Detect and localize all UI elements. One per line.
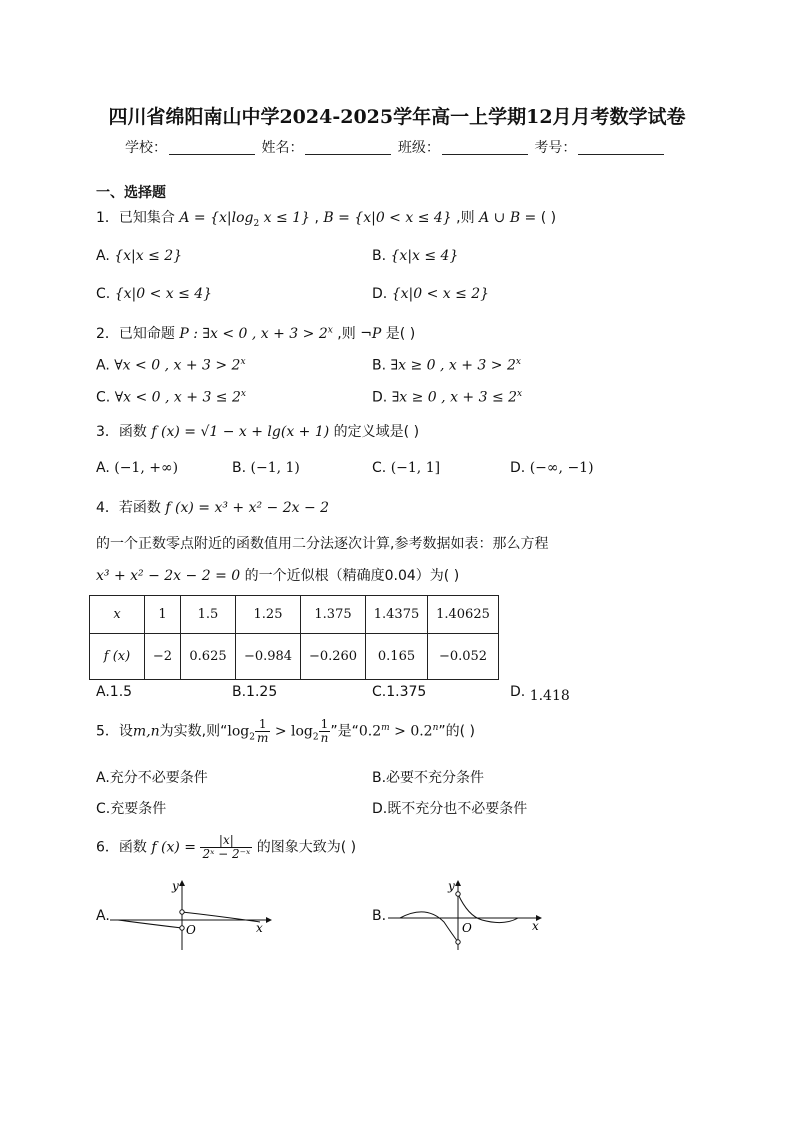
question-2: [96, 323, 415, 343]
table-cell: f (x): [90, 634, 145, 680]
q4-option-d[interactable]: [510, 684, 570, 704]
q2-stem: 2．已知命题: [96, 326, 180, 342]
q3-option-c[interactable]: [372, 460, 440, 476]
q4-option-b[interactable]: B.1.25: [232, 684, 278, 700]
q2-option-b-exp: x: [515, 357, 521, 367]
q1-option-d-label: D.: [372, 286, 392, 302]
q5-frac-den: m: [256, 731, 269, 745]
table-cell: −0.260: [301, 634, 366, 680]
q4-option-d-label: D.: [510, 684, 530, 700]
open-point-icon: [456, 940, 460, 944]
q5-gt: >: [270, 723, 292, 740]
origin-label: O: [462, 921, 472, 935]
q1-stem-c: = ( ): [520, 210, 557, 226]
q6-graph-a: [108, 876, 274, 952]
q3-stem-b: 的定义域是( ): [329, 424, 420, 440]
class-label: 班级：: [397, 140, 440, 156]
x-label: x: [256, 921, 263, 935]
curve-left: [118, 920, 182, 928]
class-blank: [442, 140, 528, 155]
q2-exp: x: [327, 325, 333, 336]
q5-log-2: log: [291, 723, 313, 740]
bisection-table: [89, 595, 499, 680]
q1-option-b-label: B.: [372, 248, 391, 264]
q4-option-d-math: 1.418: [529, 688, 570, 704]
q1-set-a-rest: x ≤ 1}: [259, 210, 311, 226]
q2-stem-b: ,则: [332, 326, 361, 342]
name-label: 姓名：: [261, 140, 304, 156]
q1-option-a-math: {x|x ≤ 2}: [114, 248, 183, 264]
school-label: 学校：: [125, 140, 167, 156]
question-3: [96, 421, 419, 441]
q5-log-base-1: 2: [249, 732, 255, 743]
table-cell: 0.625: [181, 634, 236, 680]
curve-left: [400, 912, 458, 942]
q5-exp-n: n: [432, 722, 439, 733]
table-cell: −2: [145, 634, 181, 680]
q5-fraction-n: [319, 718, 331, 745]
q6-frac-den: 2ˣ − 2⁻ˣ: [202, 847, 251, 861]
q2-option-d-math: ∃x ≥ 0 , x + 3 ≤ 2: [391, 389, 518, 406]
origin-label: O: [186, 923, 196, 937]
q2-option-d[interactable]: [372, 389, 522, 406]
q4-option-a[interactable]: A.1.5: [96, 684, 133, 700]
id-blank: [578, 140, 664, 155]
q5-stem-b: 为实数,则“: [159, 723, 228, 740]
q5-exp-m: m: [381, 722, 390, 733]
q5-base-1: 0.2: [358, 723, 382, 740]
q1-option-b-math: {x|x ≤ 4}: [390, 248, 459, 264]
table-cell: 0.165: [366, 634, 428, 680]
q5-stem-c: ”是“: [330, 723, 359, 740]
q5-base-2: 0.2: [410, 723, 433, 740]
q2-option-a-label: A.: [96, 357, 115, 374]
q4-line-3: [96, 565, 459, 585]
table-cell: 1.375: [301, 596, 366, 634]
q4-option-c[interactable]: C.1.375: [372, 684, 427, 700]
q3-option-b-label: B.: [232, 460, 251, 476]
q5-log-base-2: 2: [312, 732, 319, 743]
q3-option-a[interactable]: [96, 460, 178, 476]
open-point-icon: [180, 910, 184, 914]
q3-option-d-math: (−∞, −1): [529, 460, 594, 476]
q4-stem: 4．若函数: [96, 500, 166, 516]
q2-option-d-exp: x: [517, 389, 523, 399]
x-axis-arrow-icon: [266, 917, 272, 923]
open-point-icon: [456, 892, 460, 896]
student-info-row: [125, 137, 666, 157]
q2-option-d-label: D.: [372, 389, 392, 406]
table-cell: −0.052: [428, 634, 499, 680]
table-cell: 1.4375: [366, 596, 428, 634]
q1-stem-b: ,则: [451, 210, 480, 226]
q1-stem: 1．已知集合: [96, 210, 180, 226]
q3-option-d-label: D.: [510, 460, 530, 476]
q5-stem-d: ”的( ): [438, 723, 476, 740]
name-blank: [305, 140, 391, 155]
q1-option-d[interactable]: [372, 286, 489, 302]
open-point-icon: [180, 926, 184, 930]
q1-log-base: 2: [253, 218, 260, 229]
q2-negation: ¬P: [360, 326, 382, 342]
q4-equation: x³ + x² − 2x − 2 = 0: [96, 568, 241, 584]
q2-stem-c: 是( ): [381, 326, 416, 342]
q2-option-a[interactable]: [96, 357, 246, 374]
y-label: y: [448, 879, 455, 893]
x-label: x: [532, 919, 539, 933]
table-cell: x: [90, 596, 145, 634]
q3-option-c-math: (−1, 1]: [390, 460, 441, 476]
q6-fraction: [200, 834, 252, 861]
q2-option-b[interactable]: [372, 357, 521, 374]
question-1: [96, 207, 556, 229]
q3-option-b-math: (−1, 1): [250, 460, 300, 476]
table-row: [90, 634, 499, 680]
page-title: 四川省绵阳南山中学2024-2025学年高一上学期12月月考数学试卷: [108, 106, 686, 128]
q1-set-b: B = {x|0 < x ≤ 4}: [323, 210, 452, 226]
q6-function-lhs: f (x) =: [151, 839, 201, 856]
table-cell: 1.5: [181, 596, 236, 634]
q1-option-c[interactable]: [96, 286, 212, 302]
q5-gt-2: >: [389, 723, 411, 740]
question-6: [96, 834, 356, 861]
question-4: [96, 497, 329, 517]
q1-set-a: A = {x|log: [179, 210, 254, 226]
table-row: [90, 596, 499, 634]
q6-frac-num: |x|: [200, 834, 252, 848]
q6-stem-b: 的图象大致为( ): [252, 839, 357, 856]
q2-option-b-label: B.: [372, 357, 391, 374]
q3-stem: 3．函数: [96, 424, 152, 440]
q6-option-b-label[interactable]: B.: [372, 908, 387, 924]
q5-option-c[interactable]: C.充要条件: [96, 801, 167, 817]
table-cell: 1: [145, 596, 181, 634]
q3-function: f (x) = √1 − x + lg(x + 1): [151, 424, 330, 440]
q6-graph-b: [386, 876, 552, 952]
q2-option-c-label: C.: [96, 389, 115, 406]
q3-option-a-label: A.: [96, 460, 115, 476]
y-label: y: [172, 879, 179, 893]
id-label: 考号：: [534, 140, 577, 156]
q3-option-a-math: (−1, +∞): [114, 460, 179, 476]
q5-vars: m,n: [132, 723, 160, 740]
q1-option-a-label: A.: [96, 248, 115, 264]
q5-option-b[interactable]: B.必要不充分条件: [372, 770, 485, 786]
q2-option-a-math: ∀x < 0 , x + 3 > 2: [114, 357, 241, 374]
table-cell: 1.25: [236, 596, 301, 634]
y-axis-arrow-icon: [455, 880, 461, 886]
q4-function: f (x) = x³ + x² − 2x − 2: [165, 500, 330, 516]
q1-option-d-math: {x|0 < x ≤ 2}: [391, 286, 490, 302]
table-cell: 1.40625: [428, 596, 499, 634]
q1-union: A ∪ B: [479, 210, 521, 226]
q5-frac-den: n: [320, 731, 329, 745]
q6-stem: 6．函数: [96, 839, 152, 856]
q5-option-d[interactable]: D.既不充分也不必要条件: [372, 801, 528, 817]
section-heading: 一、选择题: [96, 185, 166, 201]
table-cell: −0.984: [236, 634, 301, 680]
q1-option-b[interactable]: [372, 248, 458, 264]
q1-option-c-math: {x|0 < x ≤ 4}: [114, 286, 213, 302]
question-5: [96, 718, 475, 745]
q5-log-1: log: [227, 723, 250, 740]
q4-line-3-text: 的一个近似根（精确度0.04）为( ): [240, 568, 460, 584]
q6-option-a-label[interactable]: A.: [96, 908, 110, 924]
q5-option-a[interactable]: A.充分不必要条件: [96, 770, 208, 786]
y-axis-arrow-icon: [179, 880, 185, 886]
q2-option-b-math: ∃x ≥ 0 , x + 3 > 2: [390, 357, 516, 374]
q5-fraction-m: [255, 718, 270, 745]
q5-frac-num: 1: [255, 718, 270, 732]
q2-proposition: P : ∃x < 0 , x + 3 > 2: [179, 326, 328, 342]
q5-stem: 5．设: [96, 723, 133, 740]
q2-option-c-math: ∀x < 0 , x + 3 ≤ 2: [114, 389, 241, 406]
q2-option-c-exp: x: [240, 389, 246, 399]
school-blank: [169, 140, 255, 155]
q5-frac-num: 1: [319, 718, 331, 732]
q1-comma: ,: [310, 210, 324, 226]
q4-line-2: 的一个正数零点附近的函数值用二分法逐次计算,参考数据如表：那么方程: [96, 536, 549, 552]
q3-option-b[interactable]: [232, 460, 300, 476]
q1-option-a[interactable]: [96, 248, 182, 264]
q3-option-c-label: C.: [372, 460, 391, 476]
q1-option-c-label: C.: [96, 286, 115, 302]
q3-option-d[interactable]: [510, 460, 594, 476]
q2-option-a-exp: x: [240, 357, 246, 367]
q2-option-c[interactable]: [96, 389, 246, 406]
